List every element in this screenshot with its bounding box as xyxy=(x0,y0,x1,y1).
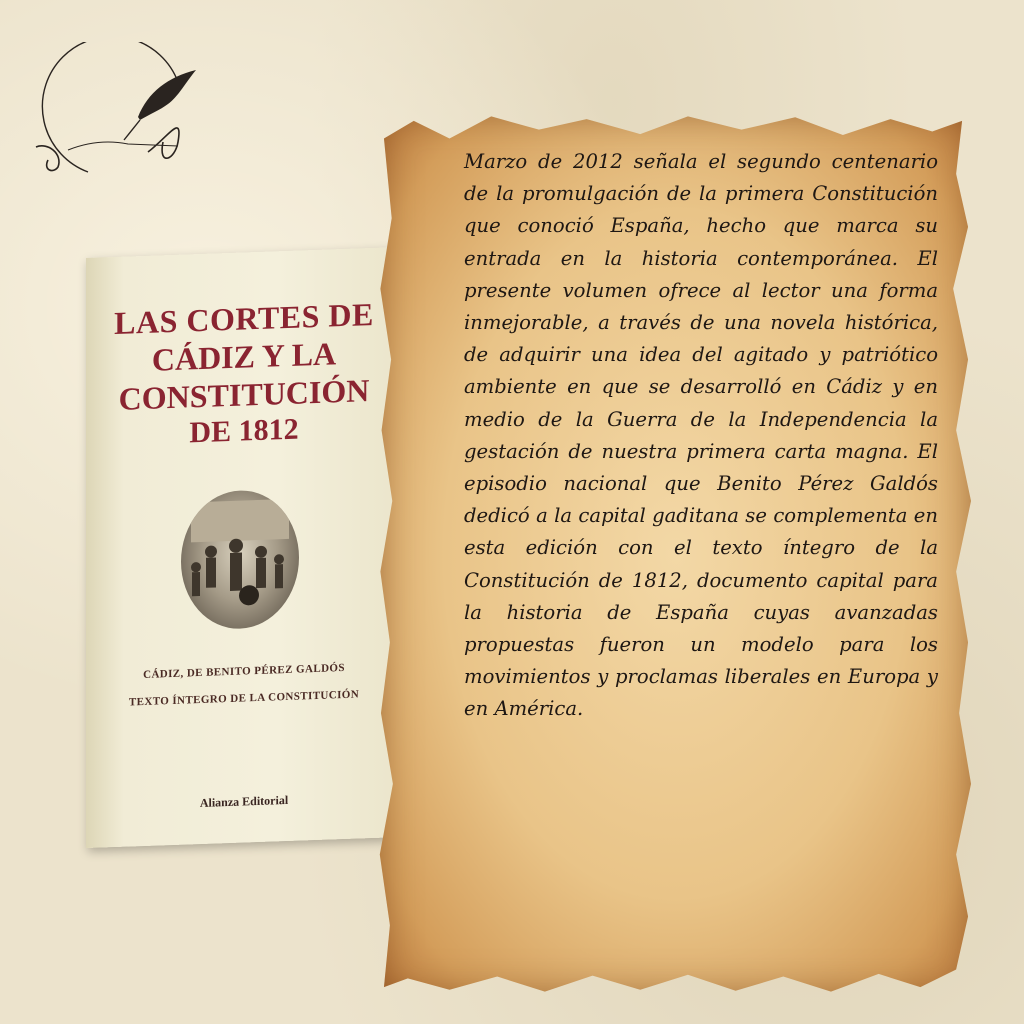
historical-engraving-image xyxy=(181,489,299,631)
book-title-line-4: DE 1812 xyxy=(189,412,299,450)
book-title-line-1: LAS CORTES DE xyxy=(114,295,374,342)
book-subtitle-1: CÁDIZ, DE BENITO PÉREZ GALDÓS xyxy=(143,661,345,682)
author-logo xyxy=(28,42,218,212)
book-title-line-2: CÁDIZ Y LA xyxy=(151,335,337,378)
book-cover xyxy=(86,247,402,848)
book-description: Marzo de 2012 señala el segundo centenario de la promulgación de la primera Constitución que conoció España, hecho que marca su entrada en la historia contemporánea. El presente volumen ofrece al lector una forma inmejorable, a través de una novela histórica, de adquirir una idea del agitado y patriótico ambiente en que se desarrolló en Cádiz y en medio de la Guerra de la Independencia la gestación de nuestra primera carta magna. El episodio nacional que Benito Pérez Galdós dedicó a la capital gaditana se complementa en esta edición con el texto íntegro de la Constitución de 1812, documento capital para la historia de España cuyas avanzadas propuestas fueron un modelo para los movimientos y proclamas liberales en Europa y en América. xyxy=(464,150,938,721)
book-subtitle-2: TEXTO ÍNTEGRO DE LA CONSTITUCIÓN xyxy=(128,688,360,709)
book-publisher: Alianza Editorial xyxy=(199,792,289,811)
book-title-line-3: CONSTITUCIÓN xyxy=(118,372,370,417)
quill-pen-icon xyxy=(28,42,218,212)
